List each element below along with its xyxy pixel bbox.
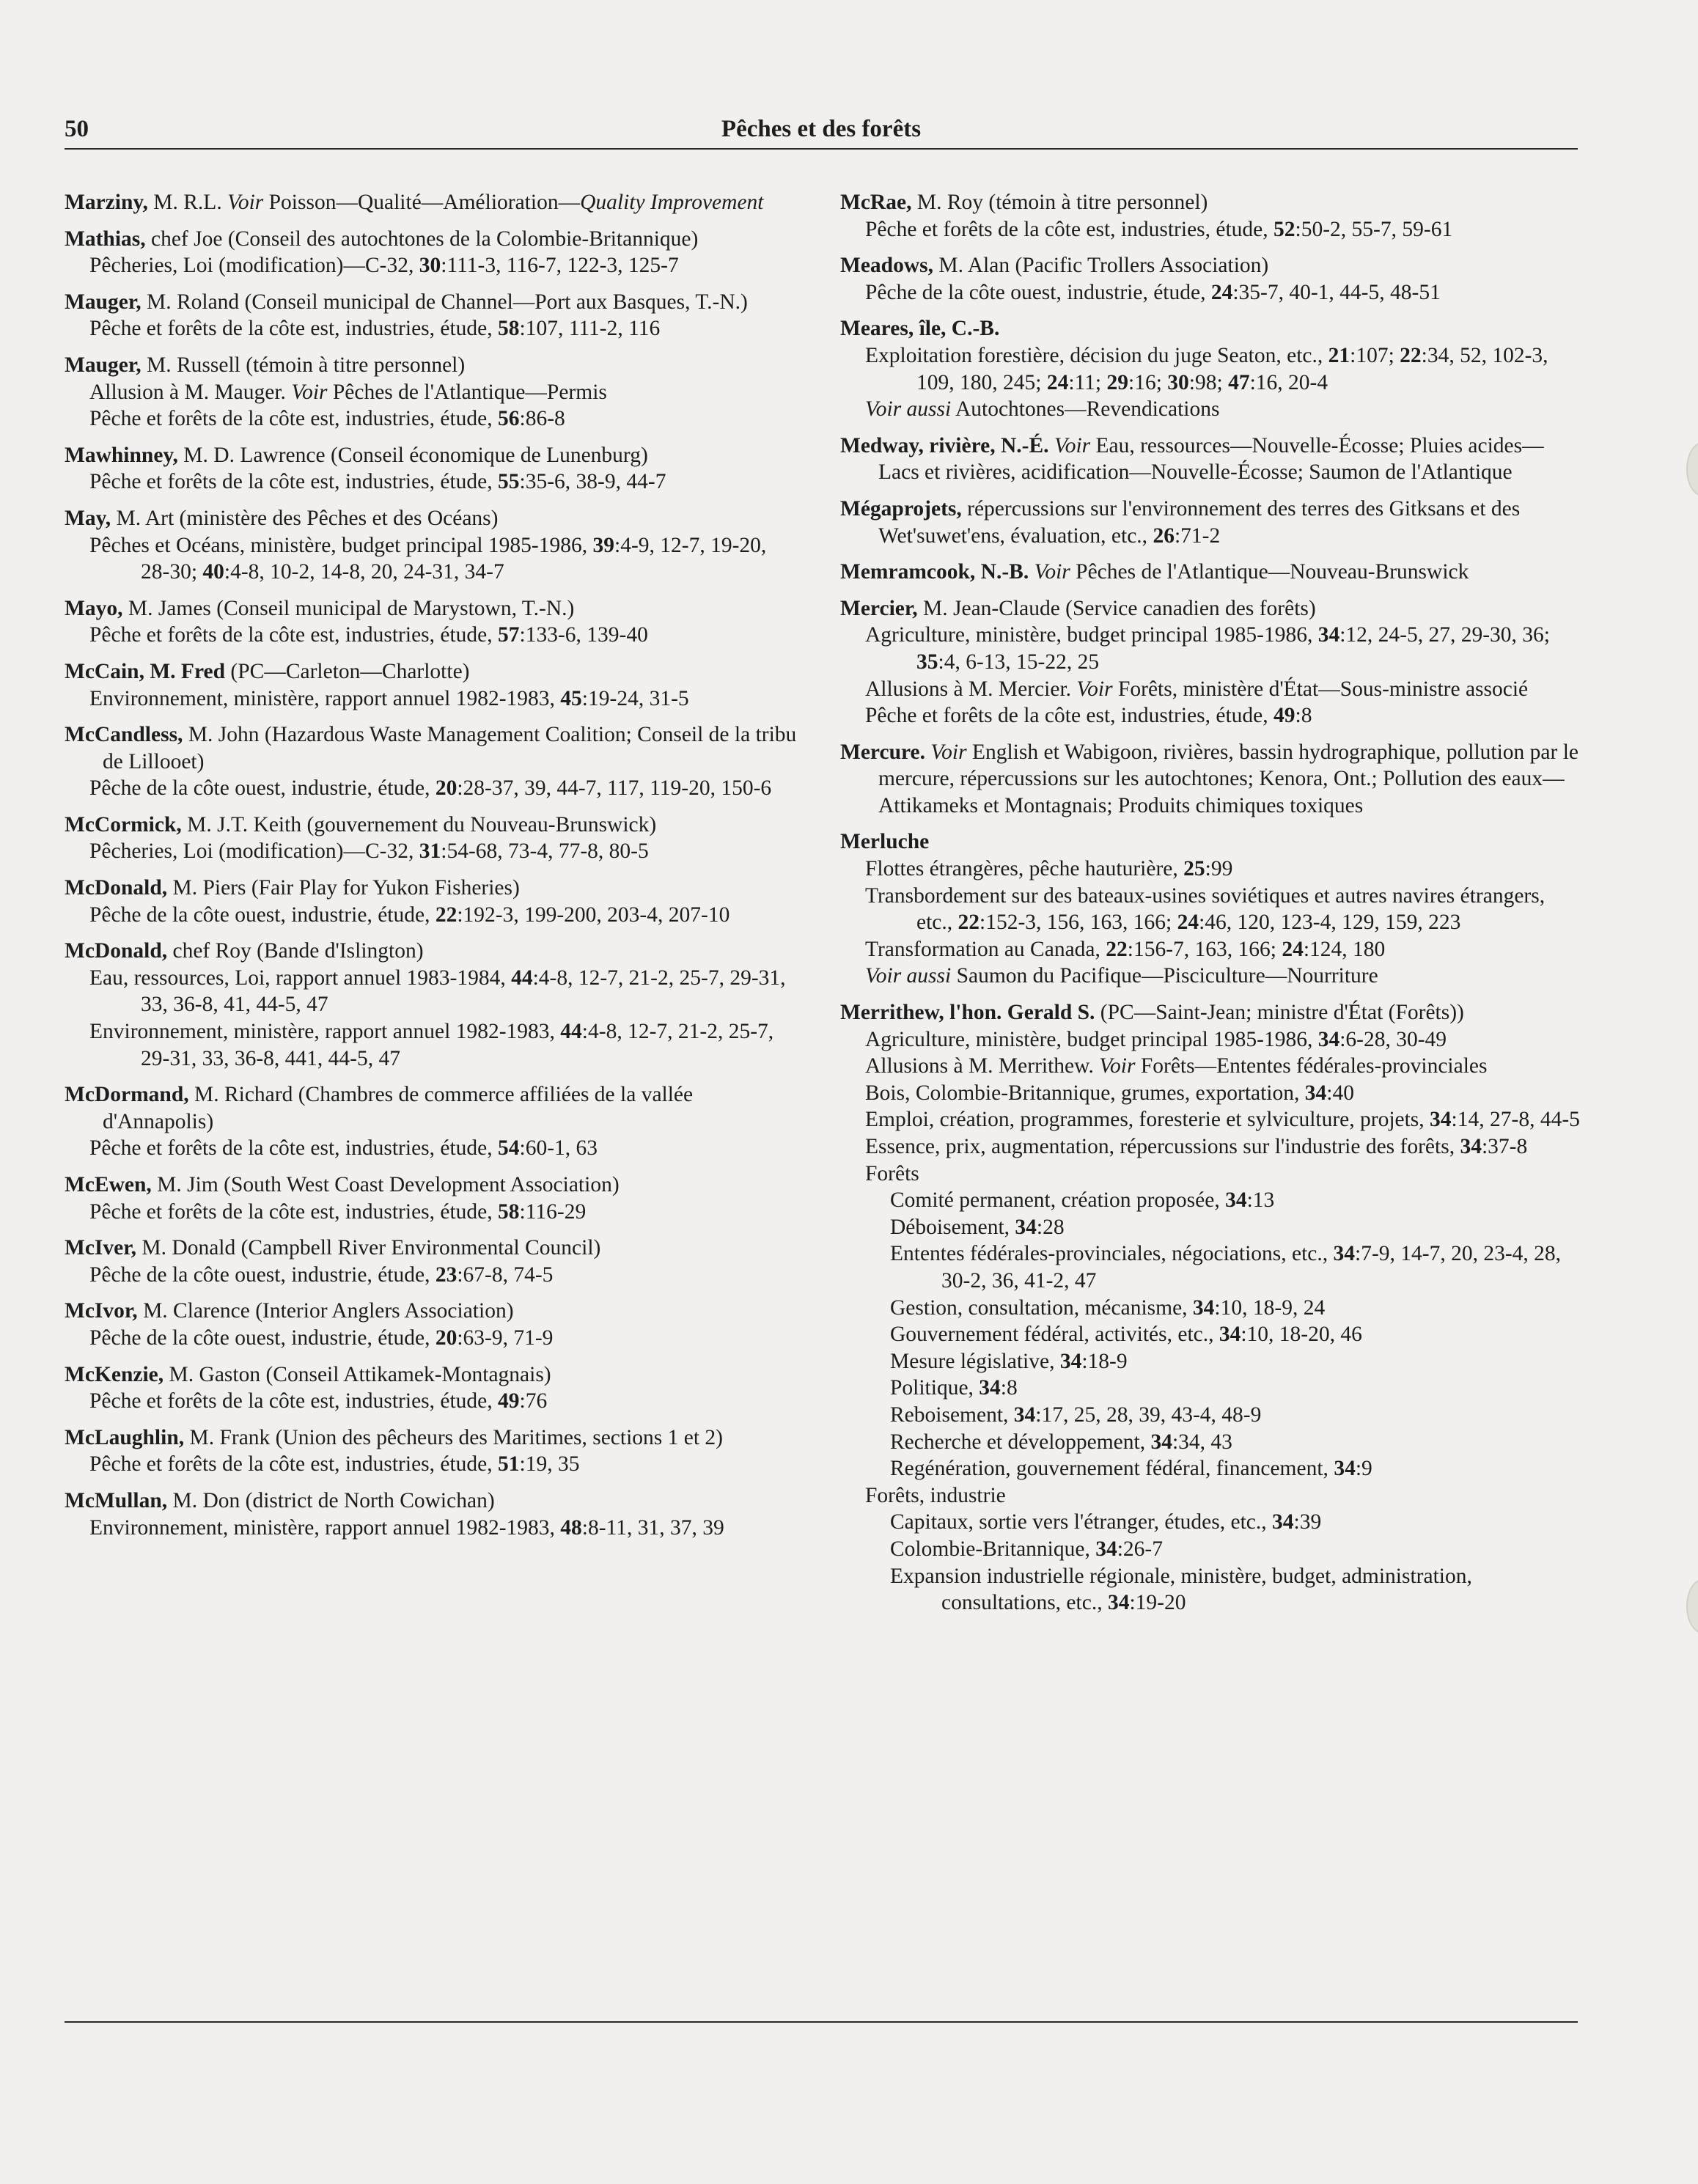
entry-subheading: Allusion à M. Mauger. Voir Pêches de l'Atlantique—Permis <box>89 380 607 404</box>
entry-subheading: Pêche de la côte ouest, industrie, étude, 22:192-3, 199-200, 203-4, 207-10 <box>89 902 730 927</box>
index-entry <box>65 505 798 586</box>
index-entry <box>65 721 798 802</box>
running-title: Pêches et des forêts <box>721 116 922 142</box>
entry-heading <box>840 595 1581 622</box>
entry-description: M. Alan (Pacific Trollers Association) <box>933 254 1269 278</box>
entry-name: Mauger, <box>65 290 142 314</box>
entry-heading <box>840 252 1581 279</box>
index-entry <box>840 999 1581 1617</box>
entry-description: M. Donald (Campbell River Environmental Council) <box>136 1236 601 1260</box>
entry-name: Mercier, <box>840 596 918 620</box>
page-number: 50 <box>65 116 89 142</box>
entry-heading <box>65 1424 798 1452</box>
entry-name: McLaughlin, <box>65 1425 185 1449</box>
entry-subsubheading: Déboisement, 34:28 <box>890 1215 1065 1239</box>
entry-subheading: Pêche de la côte ouest, industrie, étude, 20:28-37, 39, 44-7, 117, 119-20, 150-6 <box>89 776 772 801</box>
entry-subheading: Transbordement sur des bateaux-usines soviétiques et autres navires étrangers, etc., 22:152-3, 156, 163, 166; 24:46, 120, 123-4, 129, 159, 223 <box>865 883 1546 935</box>
index-entry <box>65 875 798 928</box>
entry-description: M. Frank (Union des pêcheurs des Maritimes, sections 1 et 2) <box>184 1425 724 1449</box>
entry-name: Mercure. <box>840 740 926 764</box>
entry-subheading: Pêche de la côte ouest, industrie, étude, 20:63-9, 71-9 <box>89 1326 554 1350</box>
index-entry <box>65 352 798 433</box>
entry-heading <box>65 1172 798 1199</box>
entry-description: Voir Eau, ressources—Nouvelle-Écosse; Pluies acides—Lacs et rivières, acidification—Nouvelle-Écosse; Saumon de l'Atlantique <box>878 433 1544 485</box>
index-entry <box>65 938 798 1072</box>
right-column <box>840 189 1581 1626</box>
entry-heading <box>840 433 1581 486</box>
entry-subheading: Bois, Colombie-Britannique, grumes, exportation, 34:40 <box>865 1081 1354 1105</box>
entry-subsubheading: Recherche et développement, 34:34, 43 <box>890 1430 1232 1454</box>
entry-subsubheading: Regénération, gouvernement fédéral, financement, 34:9 <box>890 1457 1372 1481</box>
entry-heading <box>65 289 798 316</box>
entry-subheading: Pêche et forêts de la côte est, industries, étude, 49:76 <box>89 1389 548 1413</box>
entry-description: (PC—Saint-Jean; ministre d'État (Forêts)) <box>1095 1001 1464 1025</box>
entry-name: McDonald, <box>65 876 168 900</box>
index-entry <box>65 1361 798 1415</box>
entry-name: Meares, île, C.-B. <box>840 317 1000 341</box>
entry-subsubheading: Gestion, consultation, mécanisme, 34:10, 18-9, 24 <box>890 1295 1326 1320</box>
entry-description: M. J.T. Keith (gouvernement du Nouveau-Brunswick) <box>181 812 657 837</box>
entry-description: répercussions sur l'environnement des terres des Gitksans et des Wet'suwet'ens, évaluation, etc., 26:71-2 <box>878 496 1521 548</box>
index-entry <box>65 1424 798 1478</box>
entry-description: M. James (Conseil municipal de Marystown, T.-N.) <box>122 596 575 620</box>
entry-heading <box>65 189 798 216</box>
index-entry <box>65 1235 798 1288</box>
entry-description: (PC—Carleton—Charlotte) <box>225 659 470 683</box>
entry-subheading: Allusions à M. Mercier. Voir Forêts, ministère d'État—Sous-ministre associé <box>865 677 1529 701</box>
entry-description: M. Jim (South West Coast Development Association) <box>151 1173 620 1196</box>
entry-subheading: Pêche et forêts de la côte est, industries, étude, 54:60-1, 63 <box>89 1136 598 1161</box>
entry-name: Mayo, <box>65 596 123 620</box>
entry-heading <box>840 496 1581 549</box>
entry-description: M. Roy (témoin à titre personnel) <box>911 191 1208 214</box>
entry-description: Voir English et Wabigoon, rivières, bassin hydrographique, pollution par le mercure, répercussions sur les autochtones; Kenora, Ont.; Pollution des eaux—Attikameks et Montagnais; Produits chimiques toxiques <box>878 740 1578 817</box>
binder-hole <box>1686 442 1698 496</box>
entry-subheading: Pêches et Océans, ministère, budget principal 1985-1986, 39:4-9, 12-7, 19-20, 28-30; 40:4-8, 10-2, 14-8, 20, 24-31, 34-7 <box>89 533 767 584</box>
entry-subheading: Pêche et forêts de la côte est, industries, étude, 57:133-6, 139-40 <box>89 623 648 647</box>
entry-subsubheading: Ententes fédérales-provinciales, négociations, etc., 34:7-9, 14-7, 20, 23-4, 28, 30-2, 36, 41-2, 47 <box>890 1242 1562 1293</box>
index-entry <box>65 812 798 865</box>
index-entry <box>840 189 1581 243</box>
entry-subheading: Pêche de la côte ouest, industrie, étude, 23:67-8, 74-5 <box>89 1262 554 1287</box>
entry-description: M. R.L. Voir Poisson—Qualité—Amélioration—Quality Improvement <box>147 191 764 214</box>
index-entry <box>840 828 1581 990</box>
index-entry <box>840 315 1581 422</box>
entry-name: McKenzie, <box>65 1362 164 1386</box>
entry-subheading: Pêche et forêts de la côte est, industries, étude, 51:19, 35 <box>89 1452 580 1477</box>
entry-heading <box>65 875 798 902</box>
entry-heading <box>840 189 1581 216</box>
entry-description: M. Don (district de North Cowichan) <box>167 1488 495 1512</box>
entry-subheading: Voir aussi Autochtones—Revendications <box>865 397 1220 422</box>
entry-name: McRae, <box>840 191 912 214</box>
index-entry <box>65 1488 798 1541</box>
entry-name: McEwen, <box>65 1173 152 1196</box>
entry-subheading: Pêche et forêts de la côte est, industries, étude, 55:35-6, 38-9, 44-7 <box>89 470 666 494</box>
entry-heading <box>65 442 798 469</box>
entry-heading <box>65 1298 798 1325</box>
entry-name: McMullan, <box>65 1488 168 1512</box>
entry-subheading: Environnement, ministère, rapport annuel 1982-1983, 44:4-8, 12-7, 21-2, 25-7, 29-31, 33, 36-8, 441, 44-5, 47 <box>89 1020 774 1070</box>
left-column <box>65 189 798 1551</box>
entry-heading <box>840 559 1581 586</box>
entry-subsubheading: Comité permanent, création proposée, 34:13 <box>890 1188 1275 1213</box>
entry-heading <box>65 226 798 253</box>
entry-subheading: Agriculture, ministère, budget principal 1985-1986, 34:6-28, 30-49 <box>865 1027 1447 1051</box>
entry-subheading: Pêche et forêts de la côte est, industries, étude, 58:107, 111-2, 116 <box>89 317 661 341</box>
index-entry <box>65 595 798 649</box>
entry-heading <box>65 595 798 622</box>
entry-description: M. John (Hazardous Waste Management Coalition; Conseil de la tribu de Lillooet) <box>103 723 797 773</box>
entry-subheading: Transformation au Canada, 22:156-7, 163, 166; 24:124, 180 <box>865 937 1386 961</box>
entry-subsubheading: Colombie-Britannique, 34:26-7 <box>890 1537 1163 1561</box>
entry-name: McCormick, <box>65 812 182 837</box>
index-entry <box>840 433 1581 486</box>
entry-subheading: Voir aussi Saumon du Pacifique—Pisciculture—Nourriture <box>865 964 1378 988</box>
entry-heading <box>65 1081 798 1135</box>
page-header <box>65 116 1578 150</box>
entry-description: chef Roy (Bande d'Islington) <box>167 939 424 963</box>
index-entry <box>65 658 798 712</box>
index-entry <box>65 1081 798 1162</box>
index-entry <box>840 496 1581 549</box>
index-entry <box>65 442 798 496</box>
entry-subheading: Allusions à M. Merrithew. Voir Forêts—Ententes fédérales-provinciales <box>865 1054 1488 1078</box>
entry-name: May, <box>65 506 111 530</box>
entry-heading <box>840 315 1581 342</box>
index-entry <box>840 559 1581 586</box>
entry-description: M. Art (ministère des Pêches et des Océans) <box>111 506 499 530</box>
entry-description: M. Gaston (Conseil Attikamek-Montagnais) <box>163 1362 551 1386</box>
entry-description: M. Richard (Chambres de commerce affiliées de la vallée d'Annapolis) <box>103 1083 694 1133</box>
entry-description: Voir Pêches de l'Atlantique—Nouveau-Brunswick <box>1034 560 1469 584</box>
entry-subsubheading: Expansion industrielle régionale, ministère, budget, administration, consultations, etc., 34:19-20 <box>890 1564 1472 1615</box>
entry-name: Mathias, <box>65 227 146 251</box>
entry-heading <box>65 938 798 965</box>
index-entry <box>840 252 1581 306</box>
entry-subsubheading: Capitaux, sortie vers l'étranger, études, etc., 34:39 <box>890 1510 1322 1534</box>
entry-subheading: Pêche de la côte ouest, industrie, étude, 24:35-7, 40-1, 44-5, 48-51 <box>865 280 1441 304</box>
entry-subheading: Emploi, création, programmes, foresterie et sylviculture, projets, 34:14, 27-8, 44-5 <box>865 1108 1580 1132</box>
entry-subheading: Environnement, ministère, rapport annuel 1982-1983, 48:8-11, 31, 37, 39 <box>89 1515 724 1540</box>
binder-hole <box>1686 1579 1698 1633</box>
index-entry <box>65 189 798 216</box>
entry-heading <box>65 721 798 775</box>
entry-name: McIvor, <box>65 1299 138 1323</box>
entry-heading <box>65 505 798 532</box>
entry-subheading: Pêche et forêts de la côte est, industries, étude, 52:50-2, 55-7, 59-61 <box>865 217 1453 241</box>
entry-subheading: Pêche et forêts de la côte est, industries, étude, 49:8 <box>865 704 1312 728</box>
entry-name: Mégaprojets, <box>840 496 962 521</box>
entry-name: Merluche <box>840 830 930 854</box>
entry-subheading: Agriculture, ministère, budget principal 1985-1986, 34:12, 24-5, 27, 29-30, 36; 35:4, 6-13, 15-22, 25 <box>865 623 1551 674</box>
entry-subheading: Environnement, ministère, rapport annuel 1982-1983, 45:19-24, 31-5 <box>89 686 689 710</box>
index-entry <box>840 595 1581 729</box>
entry-subheading: Essence, prix, augmentation, répercussions sur l'industrie des forêts, 34:37-8 <box>865 1135 1528 1158</box>
entry-description: chef Joe (Conseil des autochtones de la Colombie-Britannique) <box>145 227 699 251</box>
entry-subsubheading: Reboisement, 34:17, 25, 28, 39, 43-4, 48-9 <box>890 1402 1262 1427</box>
entry-description: M. Jean-Claude (Service canadien des forêts) <box>917 596 1316 620</box>
entry-description: M. Russell (témoin à titre personnel) <box>141 353 466 377</box>
entry-name: McCain, M. Fred <box>65 659 226 683</box>
entry-subheading: Forêts <box>865 1161 919 1185</box>
entry-name: Medway, rivière, N.-É. <box>840 433 1049 457</box>
entry-name: Meadows, <box>840 254 934 278</box>
entry-name: McDonald, <box>65 939 168 963</box>
entry-heading <box>65 1361 798 1389</box>
index-entry <box>65 1298 798 1351</box>
entry-heading <box>65 352 798 379</box>
index-entry <box>65 226 798 279</box>
entry-name: Mawhinney, <box>65 443 178 467</box>
entry-name: Marziny, <box>65 191 148 214</box>
entry-name: McDormand, <box>65 1083 189 1107</box>
entry-heading <box>840 828 1581 856</box>
entry-name: McCandless, <box>65 723 183 747</box>
entry-subsubheading: Gouvernement fédéral, activités, etc., 34:10, 18-20, 46 <box>890 1323 1362 1347</box>
entry-heading <box>840 999 1581 1026</box>
entry-heading <box>65 1235 798 1262</box>
entry-subsubheading: Politique, 34:8 <box>890 1376 1018 1400</box>
entry-name: Merrithew, l'hon. Gerald S. <box>840 1001 1095 1025</box>
entry-subheading: Eau, ressources, Loi, rapport annuel 1983-1984, 44:4-8, 12-7, 21-2, 25-7, 29-31, 33, 36-8, 41, 44-5, 47 <box>89 966 786 1017</box>
entry-subheading: Forêts, industrie <box>865 1483 1006 1507</box>
entry-heading <box>65 1488 798 1515</box>
entry-description: M. D. Lawrence (Conseil économique de Lunenburg) <box>177 443 648 467</box>
entry-heading <box>840 739 1581 820</box>
entry-description: M. Piers (Fair Play for Yukon Fisheries) <box>167 876 520 900</box>
entry-subheading: Exploitation forestière, décision du juge Seaton, etc., 21:107; 22:34, 52, 102-3, 109, 180, 245; 24:11; 29:16; 30:98; 47:16, 20-4 <box>865 343 1548 394</box>
entry-heading <box>65 812 798 839</box>
entry-subheading: Pêcheries, Loi (modification)—C-32, 30:111-3, 116-7, 122-3, 125-7 <box>89 254 679 278</box>
entry-name: Memramcook, N.-B. <box>840 560 1029 584</box>
entry-description: M. Roland (Conseil municipal de Channel—Port aux Basques, T.-N.) <box>141 290 748 314</box>
index-entry <box>840 739 1581 820</box>
entry-description: M. Clarence (Interior Anglers Association) <box>137 1299 514 1323</box>
index-entry <box>65 289 798 342</box>
entry-name: McIver, <box>65 1236 137 1260</box>
entry-heading <box>65 658 798 685</box>
footer-rule <box>65 2021 1578 2023</box>
entry-subsubheading: Mesure législative, 34:18-9 <box>890 1349 1128 1373</box>
entry-subheading: Flottes étrangères, pêche hauturière, 25:99 <box>865 857 1233 881</box>
index-entry <box>65 1172 798 1225</box>
entry-subheading: Pêche et forêts de la côte est, industries, étude, 58:116-29 <box>89 1199 587 1224</box>
entry-subheading: Pêcheries, Loi (modification)—C-32, 31:54-68, 73-4, 77-8, 80-5 <box>89 839 649 864</box>
entry-subheading: Pêche et forêts de la côte est, industries, étude, 56:86-8 <box>89 407 565 431</box>
entry-name: Mauger, <box>65 353 142 377</box>
